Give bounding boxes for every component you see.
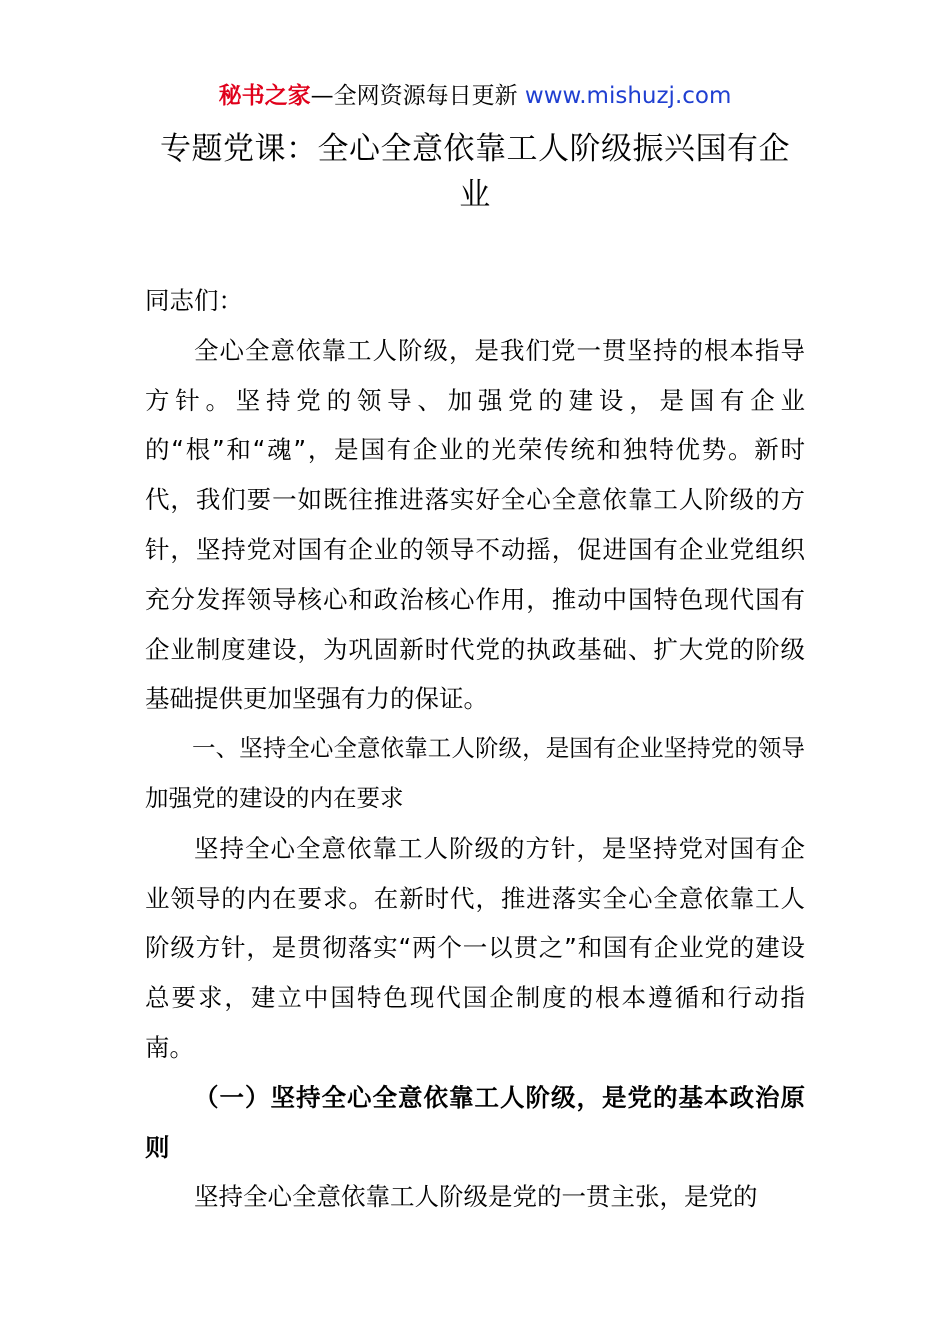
document-title: 专题党课：全心全意依靠工人阶级振兴国有企业 [160, 131, 790, 213]
salutation: 同志们： [145, 286, 243, 315]
paragraph-intro: 全心全意依靠工人阶级，是我们党一贯坚持的根本指导方针。坚持党的领导、加强党的建设，是国有企业的“根”和“魂”，是国有企业的光荣传统和独特优势。新时代，我们要一如既往推进落实好全心全意依靠工人阶级的方针，坚持党对国有企业的领导不动摇，促进国有企业党组织充分发挥领导核心和政治核心作用，推动中国特色现代国有企业制度建设，为巩固新时代党的执政基础、扩大党的阶级基础提供更加坚强有力的保证。 [145, 335, 805, 714]
site-url[interactable]: www.mishuzj.com [524, 83, 732, 109]
paragraph-section-1: 坚持全心全意依靠工人阶级的方针，是坚持党对国有企业领导的内在要求。在新时代，推进落实全心全意依靠工人阶级方针，是贯彻落实“两个一以贯之”和国有企业党的建设总要求，建立中国特色现代国企制度的根本遵循和行动指南。 [145, 833, 805, 1062]
site-header [0, 80, 950, 112]
section-heading-1: 一、坚持全心全意依靠工人阶级，是国有企业坚持党的领导加强党的建设的内在要求 [145, 734, 805, 812]
paragraph-subsection-1: 坚持全心全意依靠工人阶级是党的一贯主张，是党的 [194, 1182, 758, 1212]
subsection-heading-1: （一）坚持全心全意依靠工人阶级，是党的基本政治原则 [145, 1082, 805, 1162]
site-brand: 秘书之家 [218, 83, 311, 109]
site-tagline: —全网资源每日更新 [310, 83, 525, 109]
document-body [145, 276, 805, 1222]
